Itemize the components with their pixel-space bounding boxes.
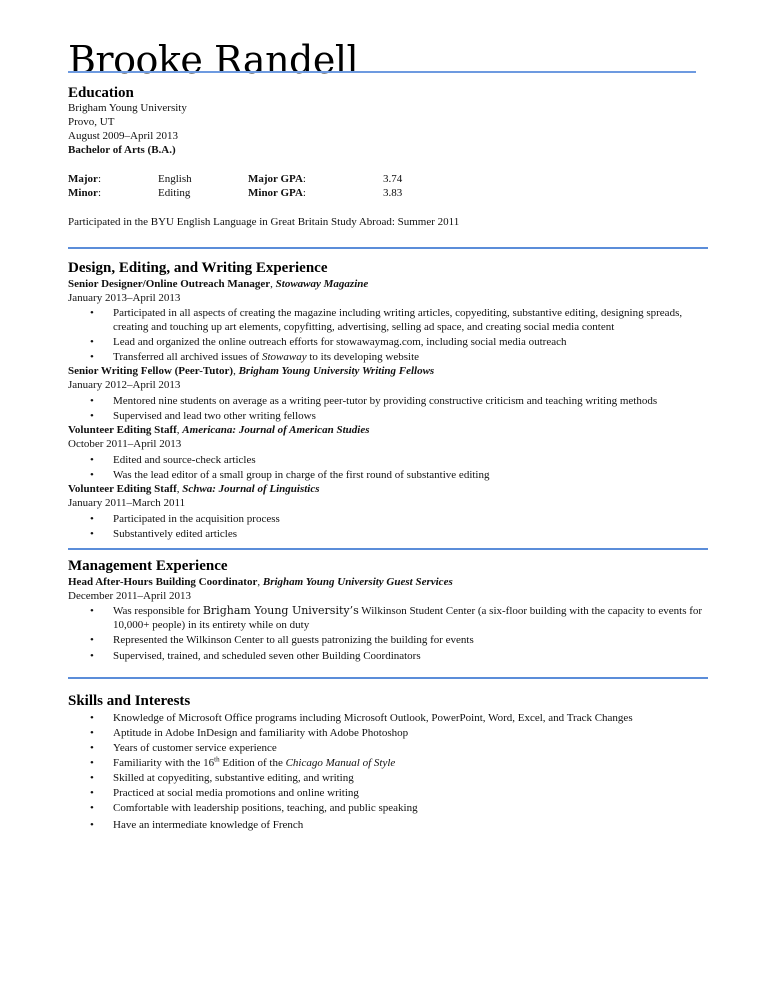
job-org: Schwa: Journal of Linguistics xyxy=(182,483,320,495)
list-item: Edited and source-check articles xyxy=(113,454,256,466)
list-item-continued: 10,000+ people) in its entirety while on duty xyxy=(113,619,310,631)
management-heading: Management Experience xyxy=(68,558,228,574)
publication-name: Stowaway xyxy=(261,351,307,363)
minor-value: Editing xyxy=(158,187,191,199)
section-divider xyxy=(68,548,708,550)
list-item: Practiced at social media promotions and online writing xyxy=(113,787,359,799)
list-item: Aptitude in Adobe InDesign and familiarity with Adobe Photoshop xyxy=(113,727,409,739)
major-value: English xyxy=(158,173,192,185)
job-sep: , xyxy=(257,576,263,588)
job-sep: , xyxy=(176,483,183,495)
major-label-row xyxy=(68,172,101,186)
list-item-text: Wilkinson Student Center (a six-floor building with the capacity to events for xyxy=(358,605,703,617)
list-item: Have an intermediate knowledge of French xyxy=(113,819,304,831)
job-dates: December 2011–April 2013 xyxy=(68,590,192,602)
job-sep: , xyxy=(233,365,239,377)
name-underline xyxy=(68,71,696,73)
bullet: • xyxy=(90,307,94,319)
bullet: • xyxy=(90,742,94,754)
education-heading: Education xyxy=(68,85,134,101)
list-item-continued: creating and touching up art elements, copyfitting, advertising, selling ad space, and creating social media content xyxy=(113,321,615,333)
education-school: Brigham Young University xyxy=(68,102,187,114)
minor-gpa-colon: : xyxy=(302,187,306,199)
list-item: Knowledge of Microsoft Office programs including Microsoft Outlook, PowerPoint, Word, Excel, and Track Changes xyxy=(113,712,633,724)
section-divider xyxy=(68,247,708,249)
job-title: Senior Writing Fellow (Peer-Tutor) xyxy=(68,365,234,377)
bullet: • xyxy=(90,757,94,769)
education-location: Provo, UT xyxy=(68,116,115,128)
list-item-text: to its developing website xyxy=(306,351,420,363)
job-dates: January 2012–April 2013 xyxy=(68,379,181,391)
education-dates: August 2009–April 2013 xyxy=(68,130,178,142)
job-title: Head After-Hours Building Coordinator xyxy=(68,576,258,588)
job-dates: January 2013–April 2013 xyxy=(68,292,181,304)
job-title-row xyxy=(68,482,320,496)
minor-gpa-value: 3.83 xyxy=(383,187,403,199)
minor-gpa-label-row xyxy=(248,186,306,200)
list-item: Mentored nine students on average as a writing peer-tutor by providing constructive criticism and teaching writing methods xyxy=(113,395,658,407)
list-item: Lead and organized the online outreach efforts for stowawaymag.com, including social media outreach xyxy=(113,336,567,348)
job-org: Brigham Young University Guest Services xyxy=(262,576,453,588)
list-item-text: Transferred all archived issues of xyxy=(113,351,262,363)
bullet: • xyxy=(90,395,94,407)
list-item xyxy=(113,604,702,618)
bullet: • xyxy=(90,513,94,525)
job-title: Volunteer Editing Staff xyxy=(68,424,177,436)
job-dates: January 2011–March 2011 xyxy=(68,497,186,509)
list-item: Supervised, trained, and scheduled seven other Building Coordinators xyxy=(113,650,421,662)
bullet: • xyxy=(90,351,94,363)
job-dates: October 2011–April 2013 xyxy=(68,438,182,450)
list-item xyxy=(113,756,395,770)
list-item-text: Familiarity with the 16 xyxy=(113,757,215,769)
major-colon: : xyxy=(97,173,101,185)
major-gpa-label: Major GPA xyxy=(248,173,303,185)
minor-label: Minor xyxy=(68,187,98,199)
design-heading: Design, Editing, and Writing Experience xyxy=(68,260,328,276)
bullet: • xyxy=(90,454,94,466)
bullet: • xyxy=(90,605,94,617)
bullet: • xyxy=(90,819,94,831)
job-title: Senior Designer/Online Outreach Manager xyxy=(68,278,271,290)
bullet: • xyxy=(90,410,94,422)
bullet: • xyxy=(90,712,94,724)
list-item-text: Edition of the xyxy=(219,757,286,769)
bullet: • xyxy=(90,802,94,814)
book-title: Chicago Manual of Style xyxy=(285,757,396,769)
job-org: Brigham Young University Writing Fellows xyxy=(238,365,435,377)
job-org: Stowaway Magazine xyxy=(275,278,369,290)
job-sep: , xyxy=(270,278,276,290)
minor-gpa-label: Minor GPA xyxy=(248,187,303,199)
bullet: • xyxy=(90,772,94,784)
bullet: • xyxy=(90,528,94,540)
bullet: • xyxy=(90,336,94,348)
list-item: Comfortable with leadership positions, teaching, and public speaking xyxy=(113,802,418,814)
job-org: Americana: Journal of American Studies xyxy=(182,424,370,436)
list-item: Skilled at copyediting, substantive editing, and writing xyxy=(113,772,354,784)
minor-label-row xyxy=(68,186,101,200)
section-divider xyxy=(68,677,708,679)
major-label: Major xyxy=(68,173,98,185)
minor-colon: : xyxy=(97,187,102,199)
list-item: Substantively edited articles xyxy=(113,528,238,540)
major-gpa-value: 3.74 xyxy=(383,173,403,185)
bullet: • xyxy=(90,469,94,481)
job-title-row xyxy=(68,364,434,378)
bullet: • xyxy=(90,787,94,799)
job-title: Volunteer Editing Staff xyxy=(68,483,177,495)
list-item: Represented the Wilkinson Center to all guests patronizing the building for events xyxy=(113,634,474,646)
bullet: • xyxy=(90,634,94,646)
list-item-text: Was responsible for xyxy=(113,605,203,617)
resume-name: Brooke Randell xyxy=(68,38,359,82)
list-item: Participated in all aspects of creating the magazine including writing articles, copyediting, substantive editing, designing spreads, xyxy=(113,307,683,319)
list-item: Participated in the acquisition process xyxy=(113,513,280,525)
ordinal-suffix: th xyxy=(214,755,220,764)
skills-heading: Skills and Interests xyxy=(68,693,191,709)
job-sep: , xyxy=(176,424,183,436)
bullet: • xyxy=(90,650,94,662)
list-item xyxy=(113,350,419,364)
job-title-row xyxy=(68,423,370,437)
study-abroad: Participated in the BYU English Language in Great Britain Study Abroad: Summer 2011 xyxy=(68,216,460,228)
list-item: Years of customer service experience xyxy=(113,742,277,754)
bullet: • xyxy=(90,727,94,739)
major-gpa-colon: : xyxy=(302,173,306,185)
major-gpa-label-row xyxy=(248,172,306,186)
job-title-row xyxy=(68,277,368,291)
job-title-row xyxy=(68,575,453,589)
list-item: Was the lead editor of a small group in charge of the first round of substantive editing xyxy=(113,469,490,481)
education-degree: Bachelor of Arts (B.A.) xyxy=(68,144,176,156)
list-item: Supervised and lead two other writing fellows xyxy=(113,410,316,422)
university-name: Brigham Young University’s xyxy=(202,604,359,617)
